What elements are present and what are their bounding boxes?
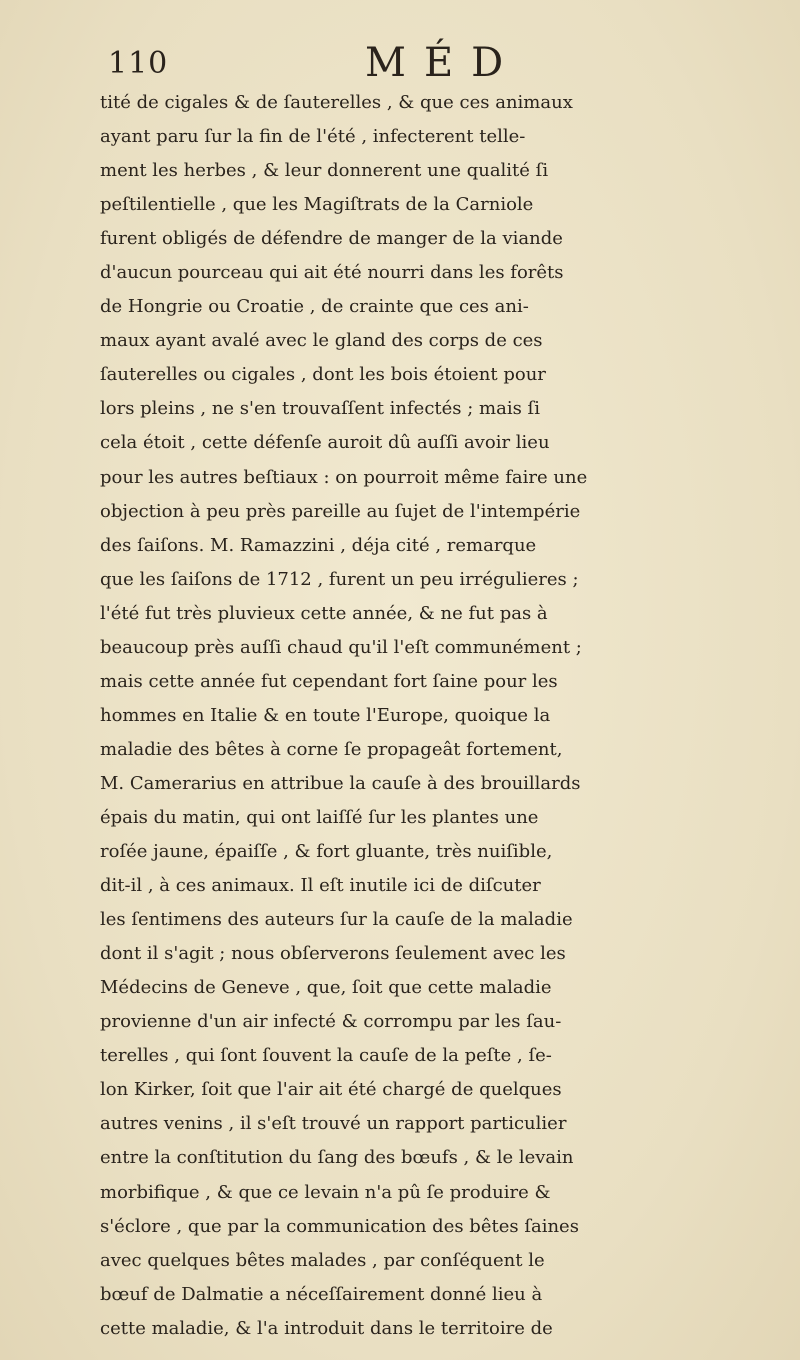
text-line: furent obligés de défendre de manger de la viande	[100, 228, 563, 250]
text-line: Médecins de Geneve , que, ſoit que cette maladie	[100, 977, 552, 999]
text-line: lon Kirker, ſoit que l'air ait été chargé de quelques	[100, 1079, 562, 1101]
text-line: l'été fut très pluvieux cette année, & ne fut pas à	[100, 602, 548, 624]
text-line: tité de cigales & de ſauterelles , & que ces animaux	[100, 92, 573, 113]
text-line: ment les herbes , & leur donnerent une qualité ſi	[100, 160, 549, 182]
text-line: hommes en Italie & en toute l'Europe, quoique la	[100, 704, 551, 726]
text-line: terelles , qui ſont ſouvent la cauſe de la peſte , ſe-	[100, 1045, 552, 1067]
text-line: s'éclore , que par la communication des bêtes ſaines	[100, 1215, 579, 1237]
text-line: objection à peu près pareille au ſujet de l'intempérie	[100, 500, 581, 522]
text-line: ayant paru ſur la fin de l'été , infecterent telle-	[100, 126, 526, 148]
text-line: que les ſaiſons de 1712 , furent un peu irrégulieres ;	[100, 568, 579, 590]
text-line: lors pleins , ne s'en trouvaſſent infectés ; mais ſi	[100, 398, 540, 420]
text-line: entre la conſtitution du ſang des bœufs , & le levain	[100, 1147, 574, 1169]
text-line: M. Camerarius en attribue la cauſe à des brouillards	[100, 772, 581, 794]
running-head: MÉD	[365, 40, 522, 86]
text-line: d'aucun pourceau qui ait été nourri dans les forêts	[100, 262, 564, 284]
body-text	[100, 86, 800, 1346]
text-line: cela étoit , cette défenſe auroit dû auſſi avoir lieu	[100, 432, 550, 454]
text-line: ſauterelles ou cigales , dont les bois étoient pour	[100, 364, 546, 386]
text-line: cette maladie, & l'a introduit dans le territoire de	[100, 1317, 553, 1339]
text-line: les ſentimens des auteurs ſur la cauſe de la maladie	[100, 909, 573, 931]
text-line: beaucoup près auſſi chaud qu'il l'eſt communément ;	[100, 636, 582, 658]
text-line: avec quelques bêtes malades , par conſéquent le	[100, 1249, 545, 1271]
text-line: épais du matin, qui ont laiſſé ſur les plantes une	[100, 806, 539, 828]
text-line: de Hongrie ou Croatie , de crainte que ces ani-	[100, 296, 529, 318]
text-line: morbifique , & que ce levain n'a pû ſe produire &	[100, 1181, 551, 1203]
text-line: mais cette année fut cependant fort ſaine pour les	[100, 670, 558, 692]
text-line: bœuf de Dalmatie a néceſſairement donné lieu à	[100, 1283, 543, 1305]
text-line: des ſaiſons. M. Ramazzini , déja cité , remarque	[100, 534, 537, 556]
text-line: maux ayant avalé avec le gland des corps de ces	[100, 330, 543, 352]
text-line: dit-il , à ces animaux. Il eſt inutile ici de diſcuter	[100, 875, 541, 897]
page-header	[0, 40, 800, 90]
page-number: 110	[108, 46, 169, 81]
text-line: provienne d'un air infecté & corrompu par les ſau-	[100, 1011, 562, 1033]
text-line: autres venins , il s'eſt trouvé un rapport particulier	[100, 1113, 567, 1135]
text-line: roſée jaune, épaiſſe , & fort gluante, très nuiſible,	[100, 841, 553, 863]
text-line: dont il s'agit ; nous obſerverons ſeulement avec les	[100, 943, 566, 965]
text-line: maladie des bêtes à corne ſe propageât fortement,	[100, 738, 563, 760]
text-line: peſtilentielle , que les Magiſtrats de la Carniole	[100, 194, 534, 216]
text-line: pour les autres beſtiaux : on pourroit même faire une	[100, 466, 588, 488]
